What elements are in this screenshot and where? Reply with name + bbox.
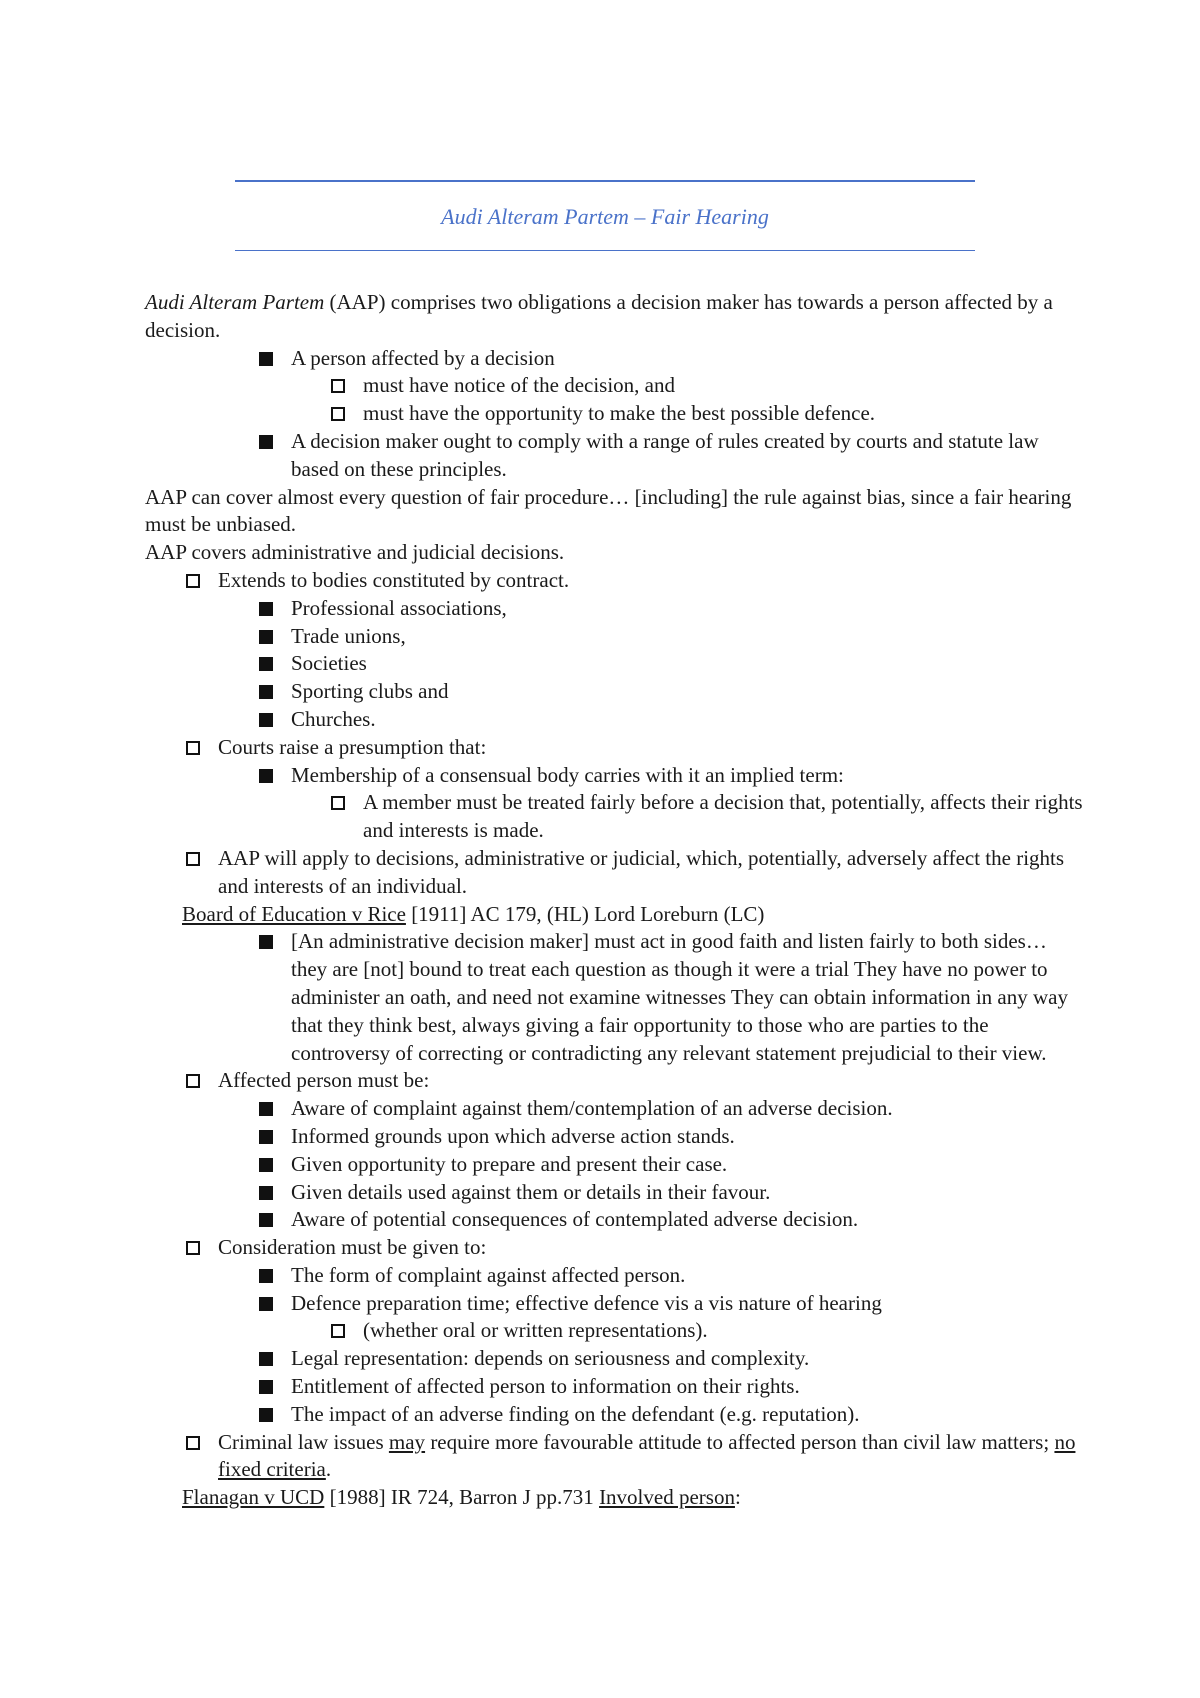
checkbox-bullet-icon — [186, 852, 200, 866]
rice-quote: [An administrative decision maker] must act in good faith and listen fairly to both sides… they are [not] bound to treat each question as though it were a trial They have no power to administer an oath, and need not examine witnesses They can obtain information in any way that they think best, always giving a fair opportunity to those who are parties to the controversy of correcting or contradicting any relevant statement prejudicial to their view. — [145, 928, 1085, 1067]
presumption-heading: Courts raise a presumption that: — [145, 734, 1085, 762]
case-rice: Board of Education v Rice [1911] AC 179, (HL) Lord Loreburn (LC) — [182, 901, 765, 926]
checkbox-bullet-icon — [186, 1074, 200, 1088]
square-bullet-icon — [259, 1158, 273, 1172]
list-item: Entitlement of affected person to information on their rights. — [145, 1373, 1085, 1401]
square-bullet-icon — [259, 1102, 273, 1116]
checkbox-bullet-icon — [331, 379, 345, 393]
list-item: Informed grounds upon which adverse action stands. — [145, 1123, 1085, 1151]
header-rule-bottom — [235, 250, 975, 251]
square-bullet-icon — [259, 1186, 273, 1200]
square-bullet-icon — [259, 1130, 273, 1144]
checkbox-bullet-icon — [331, 1324, 345, 1338]
list-item: Aware of potential consequences of contemplated adverse decision. — [145, 1206, 1085, 1234]
page-title: Audi Alteram Partem – Fair Hearing — [441, 204, 769, 229]
list-item: Legal representation: depends on seriousness and complexity. — [145, 1345, 1085, 1373]
square-bullet-icon — [259, 602, 273, 616]
list-item: Professional associations, — [145, 595, 1085, 623]
case-flanagan: Flanagan v UCD [1988] IR 724, Barron J pp.731 Involved person: — [182, 1485, 741, 1510]
square-bullet-icon — [259, 1269, 273, 1283]
intro-rest: (AAP) comprises two obligations a decision maker has towards a person affected by a decision. — [145, 290, 1053, 342]
list-item: The form of complaint against affected person. — [145, 1262, 1085, 1290]
presumption-sub: A member must be treated fairly before a decision that, potentially, affects their rights and interests is made. — [145, 789, 1085, 845]
list-item: Sporting clubs and — [145, 678, 1085, 706]
checkbox-bullet-icon — [186, 574, 200, 588]
intro-paragraph — [145, 289, 1085, 345]
aap-apply: AAP will apply to decisions, administrative or judicial, which, potentially, adversely affect the rights and interests of an individual. — [145, 845, 1085, 901]
presumption-item: Membership of a consensual body carries with it an implied term: — [145, 762, 1085, 790]
checkbox-bullet-icon — [331, 407, 345, 421]
consideration-heading: Consideration must be given to: — [145, 1234, 1085, 1262]
square-bullet-icon — [259, 1352, 273, 1366]
case-name-rice: Board of Education v Rice — [182, 901, 406, 926]
list-item: Trade unions, — [145, 623, 1085, 651]
square-bullet-icon — [259, 1380, 273, 1394]
para-covers: AAP covers administrative and judicial decisions. — [145, 540, 565, 565]
intro-sub-1: must have notice of the decision, and — [145, 372, 1085, 400]
square-bullet-icon — [259, 1408, 273, 1422]
header-rule-top — [235, 180, 975, 182]
square-bullet-icon — [259, 769, 273, 783]
affected-heading: Affected person must be: — [145, 1067, 1085, 1095]
checkbox-bullet-icon — [186, 1241, 200, 1255]
square-bullet-icon — [259, 630, 273, 644]
square-bullet-icon — [259, 1213, 273, 1227]
square-bullet-icon — [259, 657, 273, 671]
square-bullet-icon — [259, 352, 273, 366]
list-subitem: (whether oral or written representations). — [145, 1317, 1085, 1345]
document-body — [145, 289, 1085, 1512]
square-bullet-icon — [259, 713, 273, 727]
intro-term: Audi Alteram Partem — [145, 290, 325, 314]
contract-heading: Extends to bodies constituted by contract. — [145, 567, 1085, 595]
list-item: Societies — [145, 650, 1085, 678]
square-bullet-icon — [259, 1297, 273, 1311]
square-bullet-icon — [259, 435, 273, 449]
list-item: Given details used against them or details in their favour. — [145, 1179, 1085, 1207]
intro-sub-2: must have the opportunity to make the best possible defence. — [145, 400, 1085, 428]
list-item: Given opportunity to prepare and present their case. — [145, 1151, 1085, 1179]
list-item: Defence preparation time; effective defence vis a vis nature of hearing — [145, 1290, 1085, 1318]
square-bullet-icon — [259, 685, 273, 699]
criminal-law-note: Criminal law issues may require more favourable attitude to affected person than civil law matters; no fixed criteria. — [145, 1429, 1085, 1485]
para-fair-procedure: AAP can cover almost every question of fair procedure… [including] the rule against bias, since a fair hearing must be unbiased. — [145, 484, 1072, 537]
list-item: Churches. — [145, 706, 1085, 734]
list-item: The impact of an adverse finding on the defendant (e.g. reputation). — [145, 1401, 1085, 1429]
list-item: Aware of complaint against them/contemplation of an adverse decision. — [145, 1095, 1085, 1123]
square-bullet-icon — [259, 935, 273, 949]
checkbox-bullet-icon — [186, 1436, 200, 1450]
checkbox-bullet-icon — [186, 741, 200, 755]
checkbox-bullet-icon — [331, 796, 345, 810]
intro-bullet-2: A decision maker ought to comply with a range of rules created by courts and statute law based on these principles. — [145, 428, 1085, 484]
case-name-flanagan: Flanagan v UCD — [182, 1485, 325, 1510]
intro-bullet-1: A person affected by a decision — [145, 345, 1085, 373]
